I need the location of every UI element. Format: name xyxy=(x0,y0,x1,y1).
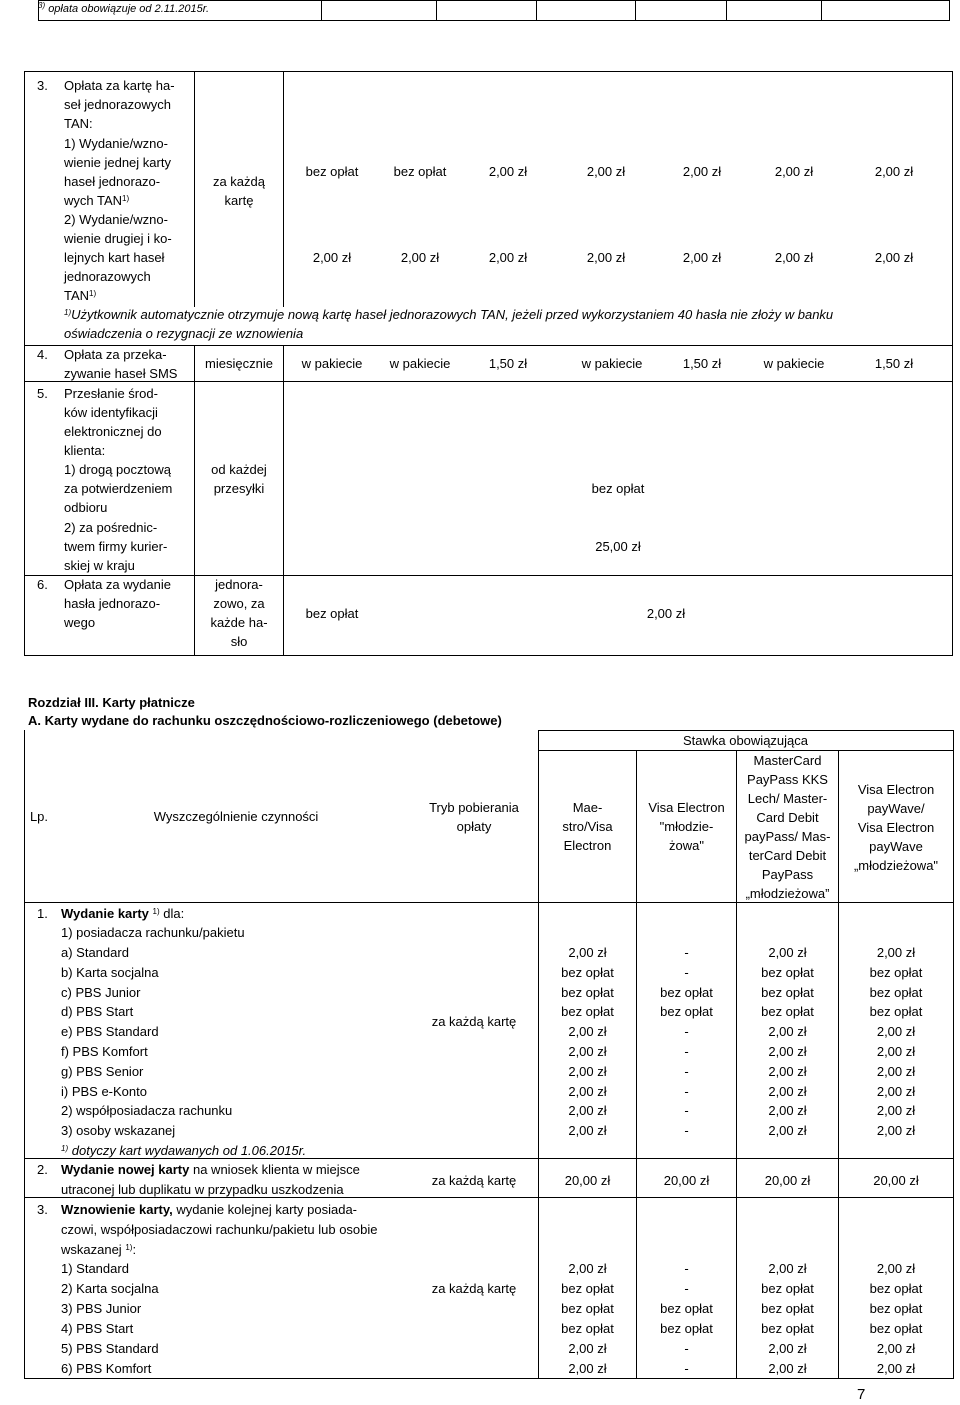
row5-sub1-value: bez opłat xyxy=(591,481,645,496)
table-cell: 2,00 zł xyxy=(768,1024,807,1040)
row4-mode: miesięcznie xyxy=(205,356,273,371)
col-header-mastercard: terCard Debit xyxy=(748,848,827,863)
sec1-number: 1. xyxy=(37,906,48,921)
row3-sub2-line: jednorazowych xyxy=(64,269,151,284)
row4-value: w pakiecie xyxy=(763,356,825,371)
table-cell: - xyxy=(684,1083,689,1099)
table-cell: 2,00 zł xyxy=(768,1103,807,1119)
row6-value2: 2,00 zł xyxy=(646,606,686,621)
table-row-label: g) PBS Senior xyxy=(61,1063,144,1079)
sec3-line3-end: : xyxy=(132,1242,137,1257)
row6-title-line: wego xyxy=(64,615,96,630)
table-cell: 2,00 zł xyxy=(876,1340,916,1356)
sec1-title-rest: dla: xyxy=(163,906,185,921)
col-header-visa-paywave: payWave xyxy=(869,839,923,854)
row3-sub2-value: 2,00 zł xyxy=(682,250,722,265)
col-header-mastercard: MasterCard xyxy=(753,753,822,768)
footnote-text: opłata obowiązuje od 2.11.2015r. xyxy=(48,3,210,15)
row5-sub2-line: twem firmy kurier- xyxy=(64,539,168,554)
table-row-label: a) Standard xyxy=(61,945,129,960)
table-cell: - xyxy=(684,1103,689,1119)
table-cell: - xyxy=(684,1123,689,1139)
table-cell: 2,00 zł xyxy=(768,1063,807,1079)
row5-sub1-line: odbioru xyxy=(64,500,108,515)
row4-value: w pakiecie xyxy=(301,356,363,371)
table-row-label: e) PBS Standard xyxy=(61,1024,159,1040)
table-cell: - xyxy=(684,1024,689,1040)
row6-title-line: hasła jednorazo- xyxy=(64,596,161,611)
row3-sub2-line: lejnych kart haseł xyxy=(64,250,165,265)
table-row-label: 3) PBS Junior xyxy=(61,1300,142,1316)
col-header-mastercard: Lech/ Master- xyxy=(747,791,828,806)
table-cell: bez opłat xyxy=(869,984,923,1000)
sec3-number: 3. xyxy=(37,1202,48,1217)
page-number: 7 xyxy=(857,1386,866,1403)
table-cell: 2,00 zł xyxy=(876,1024,916,1040)
table-cell: 2,00 zł xyxy=(568,1044,607,1059)
col-header-desc: Wyszczególnienie czynności xyxy=(153,809,319,824)
table-row-label: 2) współposiadacza rachunku xyxy=(61,1103,233,1119)
row3-sub2-value: 2,00 zł xyxy=(312,250,352,265)
table-row-label: i) PBS e-Konto xyxy=(61,1083,147,1099)
table-cell: - xyxy=(684,1340,689,1356)
table-cell: 2,00 zł xyxy=(568,1340,607,1356)
table-row-label: 2) Karta socjalna xyxy=(61,1280,159,1296)
row4-title-line: Opłata za przeka- xyxy=(64,347,167,362)
sec3-line1 xyxy=(61,1200,357,1219)
table-cell: - xyxy=(684,1280,689,1296)
table-cell: 2,00 zł xyxy=(568,1063,607,1079)
table-cell: 2,00 zł xyxy=(768,1261,807,1276)
table-cell: 2,00 zł xyxy=(876,1261,916,1276)
table-cell: bez opłat xyxy=(761,1004,814,1020)
col-header-maestro: Electron xyxy=(563,838,612,853)
section-title: Rozdział III. Karty płatnicze xyxy=(28,695,195,710)
table-cell: 2,00 zł xyxy=(568,1360,607,1376)
sec2-value: 20,00 zł xyxy=(873,1173,919,1188)
sec2-value: 20,00 zł xyxy=(663,1173,710,1188)
col-header-visa-paywave: payWave/ xyxy=(867,801,925,816)
table-cell: bez opłat xyxy=(869,1300,923,1316)
row5-sub2-value: 25,00 zł xyxy=(595,539,641,554)
table-cell: bez opłat xyxy=(561,1300,614,1316)
table-row-label: 6) PBS Komfort xyxy=(61,1360,152,1376)
table-cell: 2,00 zł xyxy=(768,1360,807,1376)
table-cell: 2,00 zł xyxy=(876,1103,916,1119)
row5-mode-line: od każdej xyxy=(211,462,267,477)
row3-sub2-value: 2,00 zł xyxy=(874,250,914,265)
table-cell: 2,00 zł xyxy=(876,1360,916,1376)
table-cell: 2,00 zł xyxy=(876,1083,916,1099)
sec2-line2: utraconej lub duplikatu w przypadku uszkodzenia xyxy=(61,1182,344,1197)
table-cell: - xyxy=(684,945,689,960)
sec1-holder: 1) posiadacza rachunku/pakietu xyxy=(61,925,245,940)
col-header-mastercard: Card Debit xyxy=(756,810,819,825)
row6-mode-line: zowo, za xyxy=(213,596,265,611)
table-cell: bez opłat xyxy=(869,1280,923,1296)
table-row-label: d) PBS Start xyxy=(61,1004,134,1020)
table-row-label: 1) Standard xyxy=(61,1261,129,1276)
table-cell: bez opłat xyxy=(761,984,814,1000)
row3-sub2-value: 2,00 zł xyxy=(400,250,440,265)
row3-sub1-line: wienie jednej karty xyxy=(64,155,171,170)
table-cell: 2,00 zł xyxy=(876,1063,916,1079)
table-row-label: 4) PBS Start xyxy=(61,1320,134,1336)
col-header-lp: Lp. xyxy=(29,809,49,824)
row5-sub2-line: 2) za pośrednic- xyxy=(64,520,158,535)
table-cell: 2,00 zł xyxy=(768,1044,807,1059)
table-cell: 2,00 zł xyxy=(768,945,807,960)
row6-mode-line: jednora- xyxy=(215,577,263,592)
row3-sub1-line: wych TAN xyxy=(64,193,123,208)
row6-title-line: Opłata za wydanie xyxy=(64,577,171,592)
row5-title-line: elektronicznej do xyxy=(64,424,162,439)
footnote-text: Użytkownik automatycznie otrzymuje nową kartę haseł jednorazowych TAN, jeżeli przed wykorzystaniem 40 hasła nie złoży w banku xyxy=(71,307,834,322)
col-header-visa-paywave: „młodzieżowa" xyxy=(853,858,939,873)
table-cell: bez opłat xyxy=(761,1280,814,1296)
col-header-mastercard: PayPass KKS xyxy=(747,772,828,787)
table-cell: 2,00 zł xyxy=(876,945,916,960)
row5-title-line: klienta: xyxy=(64,443,106,458)
row6-number: 6. xyxy=(37,577,48,592)
row5-number: 5. xyxy=(37,386,48,401)
row3-title-line: TAN: xyxy=(64,116,93,131)
footnote-mark: 3) xyxy=(38,1,46,10)
footnote-mark: 1) xyxy=(122,194,130,203)
sec2-value: 20,00 zł xyxy=(564,1173,611,1188)
table1-footnote xyxy=(64,305,833,324)
table-cell: bez opłat xyxy=(869,964,923,980)
sec3-line1-bold: Wznowienie karty, xyxy=(61,1202,173,1217)
sec3-line2: czowi, współposiadaczowi rachunku/pakietu lub osobie xyxy=(61,1222,378,1237)
table-cell: bez opłat xyxy=(660,1004,713,1020)
row4-value: w pakiecie xyxy=(581,356,643,371)
footnote-mark: 1) xyxy=(89,289,97,298)
col-header-mode: Tryb pobierania xyxy=(429,800,519,815)
row3-sub2-last xyxy=(64,286,96,305)
table-cell: 2,00 zł xyxy=(768,1083,807,1099)
col-header-rate: Stawka obowiązująca xyxy=(682,733,809,748)
table-cell: bez opłat xyxy=(660,1320,713,1336)
sec2-mode: za każdą kartę xyxy=(431,1173,517,1188)
table-cell: bez opłat xyxy=(761,1320,814,1336)
table-cell: 2,00 zł xyxy=(568,945,607,960)
sec1-note xyxy=(61,1141,306,1160)
footnote-mark: 1) xyxy=(61,1144,69,1153)
table-cell: 2,00 zł xyxy=(568,1261,607,1276)
row3-title-line: seł jednorazowych xyxy=(64,97,171,112)
table-cell: 2,00 zł xyxy=(568,1083,607,1099)
table-row-label: 3) osoby wskazanej xyxy=(61,1123,176,1139)
table-cell: bez opłat xyxy=(561,1320,614,1336)
table-cell: bez opłat xyxy=(660,1300,713,1316)
row5-title-line: Przesłanie środ- xyxy=(64,386,158,401)
row4-value: w pakiecie xyxy=(389,356,451,371)
sec1-title-bold: Wydanie karty xyxy=(61,906,149,921)
sec1-note-text: dotyczy kart wydawanych od 1.06.2015r. xyxy=(71,1143,307,1158)
table-cell: - xyxy=(684,1261,689,1276)
row3-sub2-value: 2,00 zł xyxy=(774,250,814,265)
col-header-mastercard: PayPass xyxy=(761,867,814,882)
table-row-label: f) PBS Komfort xyxy=(61,1044,148,1059)
section-subtitle: A. Karty wydane do rachunku oszczędnościowo-rozliczeniowego (debetowe) xyxy=(28,713,502,728)
row3-sub2-line: 2) Wydanie/wzno- xyxy=(64,212,168,227)
table-cell: bez opłat xyxy=(660,984,713,1000)
table-row-label: b) Karta socjalna xyxy=(61,964,159,980)
table-cell: bez opłat xyxy=(869,1320,923,1336)
row5-title-line: ków identyfikacji xyxy=(64,405,158,420)
table-row-label: c) PBS Junior xyxy=(61,984,141,1000)
row3-sub1-value: 2,00 zł xyxy=(682,164,722,179)
row3-sub1-value: 2,00 zł xyxy=(586,164,626,179)
row4-value: 1,50 zł xyxy=(874,356,914,371)
row6-mode-line: każde ha- xyxy=(210,615,268,630)
table-cell: bez opłat xyxy=(561,964,614,980)
row3-sub1-value: bez opłat xyxy=(393,164,447,179)
sec3-line1-rest: wydanie kolejnej karty posiada- xyxy=(176,1202,358,1217)
sec2-number: 2. xyxy=(37,1162,48,1177)
table1-footnote-line2: oświadczenia o rezygnacji ze wznowienia xyxy=(64,326,304,341)
sec3-line3-text: wskazanej xyxy=(61,1242,122,1257)
row5-mode-line: przesyłki xyxy=(213,481,265,496)
col-header-maestro: Mae- xyxy=(572,800,603,815)
table-cell: 2,00 zł xyxy=(568,1024,607,1040)
table-cell: 2,00 zł xyxy=(568,1103,607,1119)
footnote-mark: 1) xyxy=(152,907,160,916)
row5-sub1-line: za potwierdzeniem xyxy=(64,481,173,496)
top-footnote xyxy=(38,3,209,15)
table-cell: 2,00 zł xyxy=(768,1340,807,1356)
col-header-visa-youth: żowa" xyxy=(669,838,704,853)
row3-sub2-value: 2,00 zł xyxy=(586,250,626,265)
row3-sub2-line: wienie drugiej i ko- xyxy=(64,231,172,246)
row6-value1: bez opłat xyxy=(305,606,359,621)
col-header-mastercard: „młodzieżowa” xyxy=(745,886,830,901)
footnote-mark: 1) xyxy=(64,308,72,317)
footnote-mark: 1) xyxy=(125,1243,133,1252)
row3-mode-line: kartę xyxy=(224,193,254,208)
row5-sub1-line: 1) drogą pocztową xyxy=(64,462,171,477)
row4-value: 1,50 zł xyxy=(682,356,722,371)
col-header-visa-paywave: Visa Electron xyxy=(857,782,935,797)
row3-sub1-last xyxy=(64,191,129,210)
table-cell: - xyxy=(684,1063,689,1079)
row4-number: 4. xyxy=(37,347,48,362)
sec2-value: 20,00 zł xyxy=(764,1173,811,1188)
col-header-visa-youth: Visa Electron xyxy=(648,800,725,815)
row3-sub2-value: 2,00 zł xyxy=(488,250,528,265)
table-cell: bez opłat xyxy=(561,1004,614,1020)
sec3-line3 xyxy=(61,1240,136,1259)
table-cell: - xyxy=(684,1044,689,1059)
table-cell: 2,00 zł xyxy=(876,1044,916,1059)
row3-number: 3. xyxy=(37,78,48,93)
row3-sub1-line: 1) Wydanie/wzno- xyxy=(64,136,168,151)
row5-sub2-line: skiej w kraju xyxy=(64,558,135,573)
row6-mode-line: sło xyxy=(230,634,248,649)
table-cell: 2,00 zł xyxy=(876,1123,916,1139)
row3-title-line: Opłata za kartę ha- xyxy=(64,78,175,93)
row3-sub1-value: 2,00 zł xyxy=(774,164,814,179)
col-header-mastercard: payPass/ Mas- xyxy=(744,829,831,844)
row4-title-line: zywanie haseł SMS xyxy=(64,366,178,381)
col-header-visa-youth: "młodzie- xyxy=(659,819,714,834)
table-cell: - xyxy=(684,1360,689,1376)
row4-value: 1,50 zł xyxy=(488,356,528,371)
row3-sub2-line: TAN xyxy=(64,288,90,303)
col-header-maestro: stro/Visa xyxy=(562,819,613,834)
col-header-mode: opłaty xyxy=(456,819,492,834)
table-cell: bez opłat xyxy=(761,964,814,980)
table-cell: 2,00 zł xyxy=(568,1123,607,1139)
table-row-label: 5) PBS Standard xyxy=(61,1340,159,1356)
row3-sub1-value: 2,00 zł xyxy=(488,164,528,179)
row3-sub1-value: bez opłat xyxy=(305,164,359,179)
table-cell: bez opłat xyxy=(761,1300,814,1316)
row3-sub1-line: haseł jednorazo- xyxy=(64,174,161,189)
sec1-title xyxy=(61,904,184,923)
row3-sub1-value: 2,00 zł xyxy=(874,164,914,179)
table-cell: bez opłat xyxy=(561,984,614,1000)
sec2-line1-bold: Wydanie nowej karty xyxy=(61,1162,190,1177)
sec3-mode: za każdą kartę xyxy=(431,1281,517,1296)
sec2-line1-rest: na wniosek klienta w miejsce xyxy=(192,1162,360,1177)
table-cell: bez opłat xyxy=(869,1004,923,1020)
sec1-mode: za każdą kartę xyxy=(431,1014,517,1029)
table-cell: - xyxy=(684,964,689,980)
table-cell: bez opłat xyxy=(561,1280,614,1296)
sec2-line1 xyxy=(61,1160,360,1179)
row3-mode-line: za każdą xyxy=(212,174,266,189)
table-cell: 2,00 zł xyxy=(768,1123,807,1139)
col-header-visa-paywave: Visa Electron xyxy=(857,820,935,835)
